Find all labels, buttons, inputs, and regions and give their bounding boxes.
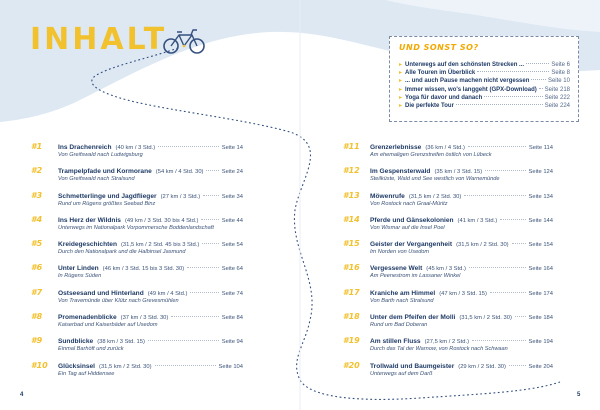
dot-leader <box>490 292 526 293</box>
tour-stats: (47 km / 3 Std. 15) <box>439 290 487 297</box>
toc-entry-header <box>31 166 243 175</box>
tour-number: #9 <box>31 336 43 346</box>
toc-entry-header <box>31 142 243 151</box>
tour-number: #8 <box>31 312 43 322</box>
toc-entry-header <box>31 336 243 345</box>
tour-page: Seite 204 <box>528 363 553 370</box>
tour-subtitle: Steilküste, Wald und See westlich von Warnemünde <box>370 176 500 183</box>
tour-page: Seite 124 <box>528 169 553 176</box>
tour-number: #6 <box>31 263 43 273</box>
dot-leader <box>187 267 219 268</box>
tour-number: #18 <box>343 312 360 322</box>
tour-number: #17 <box>343 287 360 297</box>
arrow-right-icon: ▸ <box>399 86 403 93</box>
tour-page: Seite 94 <box>221 339 243 346</box>
toc-entry[interactable] <box>343 361 553 385</box>
toc-entry[interactable] <box>343 263 553 287</box>
dot-leader <box>464 195 525 196</box>
arrow-right-icon: ▸ <box>399 94 403 101</box>
tour-stats: (38 km / 3 Std. 15) <box>97 339 145 346</box>
dot-leader <box>531 79 546 80</box>
page-title: INHALT <box>30 22 168 57</box>
tour-number: #13 <box>343 190 360 200</box>
tour-stats: (27 km / 3 Std.) <box>160 193 201 200</box>
tour-number: #15 <box>343 239 360 249</box>
extras-item[interactable] <box>399 77 570 85</box>
arrow-right-icon: ▸ <box>399 62 403 68</box>
extras-item-label: Alle Touren im Überblick <box>405 70 476 77</box>
dot-leader <box>477 71 549 72</box>
bicycle-icon <box>162 27 206 55</box>
tour-page: Seite 194 <box>528 339 553 346</box>
tour-stats: (37 km / 3 Std. 30) <box>120 315 169 322</box>
tour-title: Kraniche am Himmel <box>370 289 436 297</box>
extras-item-label: Yoga für davor und danach <box>405 94 483 101</box>
dot-leader <box>190 292 218 293</box>
tour-stats: (45 km / 3 Std.) <box>426 266 466 273</box>
tour-stats: (35 km / 3 Std. 15) <box>434 169 483 176</box>
tour-title: Schmetterlinge und Jagdflieger <box>58 192 157 200</box>
tour-stats: (31,5 km / 2 Std. 30) <box>99 363 152 370</box>
toc-entry[interactable] <box>343 166 553 190</box>
toc-entry-header <box>31 312 243 321</box>
page-number-right: 5 <box>577 392 581 398</box>
tour-subtitle: Von Travemünde über Klütz nach Grevesmühlen <box>58 297 179 304</box>
toc-entry[interactable] <box>343 239 553 263</box>
extras-list <box>399 61 570 110</box>
tour-stats: (49 km / 3 Std. 30 bis 4 Std.) <box>124 217 199 224</box>
toc-entry[interactable] <box>31 288 243 312</box>
tour-page: Seite 24 <box>221 169 243 176</box>
tour-page: Seite 154 <box>528 242 553 249</box>
toc-entry-header <box>343 312 553 321</box>
tour-page: Seite 14 <box>221 145 243 151</box>
toc-entry[interactable] <box>343 191 553 215</box>
arrow-right-icon: ▸ <box>399 103 403 110</box>
tour-number: #10 <box>31 360 48 370</box>
toc-entry[interactable] <box>343 336 553 360</box>
tour-stats: (31,5 km / 2 Std. 30) <box>456 242 509 249</box>
tour-number: #1 <box>31 142 43 151</box>
tour-page: Seite 134 <box>528 193 553 200</box>
tour-subtitle: Von Barth nach Stralsund <box>370 297 434 304</box>
tour-stats: (31,5 km / 2 Std. 30) <box>459 315 512 322</box>
dot-leader <box>155 365 216 366</box>
extras-item[interactable] <box>399 61 570 69</box>
tour-page: Seite 144 <box>528 217 553 224</box>
tour-title: Pferde und Gänsekolonien <box>370 216 454 224</box>
extras-item-page: Seite 218 <box>544 86 570 93</box>
tour-stats: (40 km / 3 Std.) <box>115 145 156 151</box>
toc-entry[interactable] <box>343 215 553 239</box>
tour-page: Seite 64 <box>221 266 243 273</box>
tour-subtitle: In Rügens Süden <box>58 273 102 280</box>
dot-leader <box>469 267 526 268</box>
tour-subtitle: Durch das Tal der Warnow, von Rostock nach Schwaan <box>370 346 508 353</box>
tour-stats: (54 km / 4 Std. 30) <box>155 169 204 176</box>
tour-number: #5 <box>31 239 43 249</box>
tour-stats: (31,5 km / 2 Std. 30) <box>408 193 462 200</box>
tour-subtitle: Rund um Bad Doberan <box>370 322 428 329</box>
tour-page: Seite 54 <box>221 242 243 249</box>
toc-entry[interactable] <box>31 166 243 190</box>
dot-leader <box>485 170 525 171</box>
tour-number: #14 <box>343 214 360 224</box>
toc-entry-header <box>343 288 553 297</box>
tour-page: Seite 44 <box>221 217 243 224</box>
tour-number: #12 <box>343 166 360 176</box>
tour-subtitle: Von Greifswald nach Ludwigsburg <box>58 152 143 158</box>
dot-leader <box>171 316 218 317</box>
extras-item[interactable] <box>399 69 570 77</box>
extras-item-page: Seite 10 <box>547 78 570 85</box>
dot-leader <box>201 219 218 220</box>
extras-item-page: Seite 224 <box>544 103 570 110</box>
tour-title: Im Gespensterwald <box>370 168 431 176</box>
dot-leader <box>526 63 549 64</box>
tour-title: Glücksinsel <box>58 362 96 370</box>
tour-subtitle: Von Rostock nach Graal-Müritz <box>370 200 448 207</box>
tour-number: #11 <box>343 142 360 151</box>
arrow-right-icon: ▸ <box>399 78 403 85</box>
tour-title: Sundblicke <box>58 338 94 346</box>
tour-subtitle: Von Greifswald nach Stralsund <box>58 176 135 183</box>
extras-item-page: Seite 222 <box>544 94 570 101</box>
extras-item[interactable] <box>399 102 570 110</box>
toc-entry-header <box>343 263 553 272</box>
tour-title: Grenzerlebnisse <box>370 144 422 151</box>
tour-stats: (49 km / 4 Std.) <box>147 290 188 297</box>
tour-page: Seite 74 <box>221 290 243 297</box>
toc-entry[interactable] <box>343 142 553 166</box>
extras-item[interactable] <box>399 94 570 102</box>
tour-subtitle: Einmal Barhöft und zurück <box>58 346 124 353</box>
tour-stats: (41 km / 3 Std.) <box>457 217 498 224</box>
tour-title: Kreidegeschichten <box>58 241 117 249</box>
tour-title: Unter dem Pfeifen der Molli <box>370 314 456 322</box>
dot-leader <box>484 96 542 97</box>
toc-entry[interactable] <box>31 336 243 360</box>
tour-number: #3 <box>31 190 43 200</box>
tour-stats: (29 km / 2 Std. 30) <box>458 363 506 370</box>
tour-subtitle: Ein Tag auf Hiddensee <box>58 370 115 377</box>
tour-title: Vergessene Welt <box>370 265 423 273</box>
toc-entry-header <box>343 142 553 151</box>
toc-entry-header <box>31 215 243 224</box>
tour-subtitle: Durch den Nationalpark und die Halbinsel Jasmund <box>58 249 186 256</box>
toc-entry[interactable] <box>31 361 243 385</box>
toc-entry-header <box>31 361 243 370</box>
toc-entry[interactable] <box>31 191 243 215</box>
toc-entry-header <box>343 239 553 248</box>
tour-stats: (27,5 km / 2 Std.) <box>424 339 470 346</box>
toc-entry[interactable] <box>31 263 243 287</box>
dot-leader <box>539 88 543 89</box>
tour-title: Möwenrufe <box>370 192 405 200</box>
toc-entry[interactable] <box>343 288 553 312</box>
toc-left-column <box>31 142 243 385</box>
tour-title: Geister der Vergangenheit <box>370 241 453 249</box>
tour-subtitle: Kaiserbad und Kaiserbäder auf Usedom <box>58 322 158 329</box>
tour-page: Seite 174 <box>528 290 553 297</box>
tour-number: #19 <box>343 336 360 346</box>
dot-leader <box>456 104 543 105</box>
tour-title: Trampelpfade und Kormorane <box>58 168 152 176</box>
tour-subtitle: Unterwegs im Nationalpark Vorpommersche Boddenlandschaft <box>58 224 214 231</box>
toc-entry-header <box>343 361 553 370</box>
toc-entry[interactable] <box>31 142 243 166</box>
extras-item-label: Immer wissen, wo's langgeht (GPX-Download) <box>405 86 537 93</box>
toc-entry-header <box>343 336 553 345</box>
tour-number: #7 <box>31 287 43 297</box>
dot-leader <box>472 340 525 341</box>
tour-subtitle: Unterwegs auf dem Darß <box>370 370 433 377</box>
toc-right-column <box>343 142 553 385</box>
tour-page: Seite 184 <box>528 315 553 322</box>
tour-title: Promenadenblicke <box>58 314 117 322</box>
tour-title: Ins Drachenreich <box>58 144 112 151</box>
dot-leader <box>148 340 219 341</box>
extras-box <box>389 36 579 122</box>
toc-entry[interactable] <box>343 312 553 336</box>
tour-page: Seite 114 <box>528 145 553 151</box>
dot-leader <box>515 316 526 317</box>
toc-entry-header <box>31 288 243 297</box>
tour-number: #16 <box>343 263 360 273</box>
dot-leader <box>468 146 526 147</box>
tour-title: Ins Herz der Wildnis <box>58 216 121 224</box>
dot-leader <box>509 365 526 366</box>
toc-entry-header <box>343 166 553 175</box>
tour-number: #2 <box>31 166 43 176</box>
toc-entry-header <box>343 215 553 224</box>
dot-leader <box>203 195 219 196</box>
extras-item[interactable] <box>399 86 570 94</box>
tour-title: Am stillen Fluss <box>370 338 421 346</box>
tour-number: #20 <box>343 360 360 370</box>
tour-subtitle: Im Norden von Usedom <box>370 249 430 256</box>
extras-item-label: ... und auch Pause machen nicht vergessen <box>405 78 530 85</box>
tour-stats: (36 km / 4 Std.) <box>425 145 465 151</box>
extras-item-label: Die perfekte Tour <box>405 103 454 110</box>
tour-stats: (31,5 km / 2 Std. 45 bis 3 Std.) <box>121 242 200 249</box>
toc-entry[interactable] <box>31 215 243 239</box>
tour-stats: (46 km / 3 Std. 15 bis 3 Std. 30) <box>102 266 185 273</box>
tour-title: Unter Linden <box>58 265 99 273</box>
dot-leader <box>158 146 219 147</box>
extras-item-label: Unterwegs auf den schönsten Strecken ... <box>405 62 525 68</box>
dot-leader <box>512 243 526 244</box>
extras-item-page: Seite 8 <box>551 70 570 77</box>
tour-subtitle: Am ehemaligen Grenzstreifen östlich von Lübeck <box>370 152 492 158</box>
toc-entry[interactable] <box>31 239 243 263</box>
tour-page: Seite 84 <box>221 315 243 322</box>
extras-item-page: Seite 6 <box>551 62 570 68</box>
toc-entry-header <box>31 263 243 272</box>
tour-page: Seite 164 <box>528 266 553 273</box>
dot-leader <box>206 170 218 171</box>
toc-entry-header <box>31 239 243 248</box>
tour-page: Seite 104 <box>218 363 243 370</box>
dot-leader <box>202 243 218 244</box>
tour-title: Trollwald und Baumgeister <box>370 362 455 370</box>
arrow-right-icon: ▸ <box>399 70 403 77</box>
toc-entry-header <box>31 191 243 200</box>
tour-subtitle: Von Wismar auf die Insel Poel <box>370 224 445 231</box>
dot-leader <box>500 219 525 220</box>
tour-subtitle: Am Peenestrom im Lassaner Winkel <box>370 273 461 280</box>
tour-title: Ostseesand und Hinterland <box>58 289 144 297</box>
toc-entry[interactable] <box>31 312 243 336</box>
extras-heading: UND SONST SO? <box>399 43 479 52</box>
toc-entry-header <box>343 191 553 200</box>
tour-subtitle: Rund um Rügens größtes Seebad Binz <box>58 200 156 207</box>
page-number-left: 4 <box>20 392 24 398</box>
tour-number: #4 <box>31 214 43 224</box>
tour-page: Seite 34 <box>221 193 243 200</box>
